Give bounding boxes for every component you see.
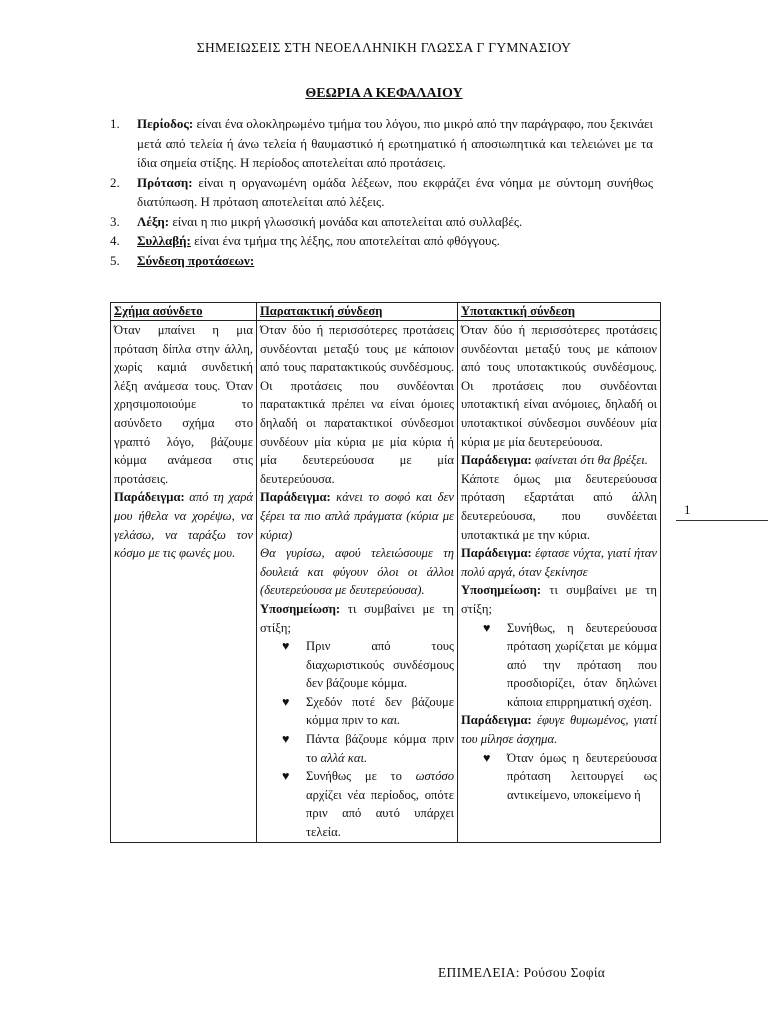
definition-text: είναι ένα τμήμα της λέξης, που αποτελείται από φθόγγους. [190, 233, 500, 248]
coordination-example-2: Θα γυρίσω, αφού τελειώσουμε τη δουλειά και φύγουν όλοι οι άλλοι (δευτερεύουσα με δευτερεύουσα). [260, 546, 454, 598]
example-text: έφυγε θυμωμένος, γιατί του μίλησε άσχημα. [461, 713, 657, 747]
bullet-text: Συνήθως, η δευτερεύουσα πρόταση χωρίζεται με κόμμα από την πρόταση που προσδιορίζει, όταν δηλώνει κάποια επιρρηματική σχέση. [507, 620, 657, 709]
subordination-example-2 [461, 544, 657, 581]
definition-text: είναι ένα ολοκληρωμένο τμήμα του λόγου, πιο μικρό από την παράγραφο, που ξεκινάει μετά από τελεία ή άνω τελεία ή θαυμαστικό ή ερωτηματικό ή αποσιωπητικά και τελειώνει με τα ίδια σημεία στίξης. Η περίοδος αποτελείται από προτάσεις. [137, 116, 653, 170]
column-header-subordination: Υποτακτική σύνδεση [458, 303, 661, 321]
bullet-emphasis: και. [381, 713, 401, 728]
example-label: Παράδειγμα: [461, 713, 532, 728]
bullet-text: Όταν όμως η δευτερεύουσα πρόταση λειτουργεί ως αντικείμενο, υποκείμενο ή [507, 750, 657, 802]
definition-term: Περίοδος: [137, 116, 194, 131]
list-item [461, 619, 657, 712]
heart-bullet-icon: ♥ [282, 769, 290, 784]
coordination-cell [257, 321, 458, 843]
example-label: Παράδειγμα: [461, 546, 532, 561]
heart-bullet-icon: ♥ [483, 750, 491, 765]
example-text: κάνει το σοφό και δεν ξέρει τα πιο απλά πράγματα (κύρια με κύρια) [260, 490, 454, 542]
asyndeton-description: Όταν μπαίνει η μια πρόταση δίπλα στην άλλη, χωρίς καμιά συνδετική λέξη ανάμεσα τους. Όταν χρησιμοποιούμε το ασύνδετο σχήμα στο γραπτό λόγο, βάζουμε κόμμα ανάμεσα στις προτάσεις. [114, 323, 253, 486]
heart-bullet-icon: ♥ [282, 732, 290, 747]
example-text: από τη χαρά μου ήθελα να χορέψω, να γελάσω, να ταράξω τον κόσμο με τις φωνές μου. [114, 490, 253, 561]
definition-item [110, 231, 653, 251]
subordination-bullet-list-2 [461, 749, 657, 805]
sentence-connection-table [110, 302, 661, 843]
bullet-text-tail: αρχίζει νέα περίοδος, οπότε πριν από αυτό υπάρχει τελεία. [306, 787, 454, 840]
example-label: Παράδειγμα: [114, 490, 185, 505]
column-header-coordination: Παρατακτική σύνδεση [257, 303, 458, 321]
subordination-example-3 [461, 711, 657, 748]
list-item [260, 730, 454, 767]
definitions-list [110, 114, 653, 270]
heart-bullet-icon: ♥ [282, 694, 290, 709]
bullet-emphasis: αλλά και. [320, 750, 368, 765]
subordination-explanation: Κάποτε όμως μια δευτερεύουσα πρόταση εξαρτάται από άλλη δευτερεύουσα, που συνδέεται υποτακτικά με την κύρια. [461, 471, 657, 542]
page-number-rule [676, 520, 768, 521]
page-footer: ΕΠΙΜΕΛΕΙΑ: Ρούσου Σοφία [438, 965, 606, 980]
definition-term: Σύνδεση προτάσεων: [137, 252, 255, 268]
example-text: φαίνεται ότι θα βρέξει. [531, 453, 648, 468]
note-text: τι συμβαίνει με τη στίξη; [461, 583, 657, 616]
coordination-description: Όταν δύο ή περισσότερες προτάσεις συνδέονται μεταξύ τους με κάποιον από τους παρατακτικούς συνδέσμους. Οι προτάσεις που συνδέονται παρατακτικά πρέπει να είναι όμοιες δηλαδή οι παρατακτικοί σύνδεσμοι συνδέουν μία κύρια με μία κύρια ή μία δευτερεύουσα με μία δευτερεύουσα. [260, 323, 454, 486]
note-text: τι συμβαίνει με τη στίξη; [260, 601, 454, 635]
definition-text: είναι η πιο μικρή γλωσσική μονάδα και αποτελείται από συλλαβές. [169, 213, 523, 229]
list-item [260, 637, 454, 693]
definition-item [110, 251, 653, 271]
definition-item [110, 114, 653, 173]
subordination-cell [458, 321, 661, 843]
list-item [461, 749, 657, 805]
example-text: έφτασε νύχτα, γιατί ήταν πολύ αργά, όταν ξεκίνησε [461, 546, 657, 579]
example-label: Παράδειγμα: [461, 453, 532, 468]
bullet-emphasis: ωστόσο [415, 769, 454, 784]
item-number: 2. [110, 174, 120, 190]
definition-term: Λέξη: [137, 213, 170, 229]
example-label: Παράδειγμα: [260, 490, 331, 505]
bullet-text: Σχεδόν ποτέ δεν βάζουμε κόμμα πριν το [306, 694, 454, 728]
asyndeton-example [114, 488, 253, 562]
bullet-text: Συνήθως με το [306, 769, 416, 784]
subordination-description: Όταν δύο ή περισσότερες προτάσεις συνδέονται μεταξύ τους με κάποιον από τους υποτακτικούς συνδέσμους. Οι προτάσεις που συνδέονται υποτακτική είναι ανόμοιες, δηλαδή οι υποτακτικοί σύνδεσμοι συνδέουν μία κύρια με μία δευτερεύουσα. [461, 323, 657, 449]
item-number: 1. [110, 116, 120, 131]
definition-item [110, 173, 653, 212]
column-header-asyndeton: Σχήμα ασύνδετο [111, 303, 257, 321]
coordination-bullet-list [260, 637, 454, 842]
bullet-text: Πάντα βάζουμε κόμμα πριν το [306, 732, 454, 765]
heart-bullet-icon: ♥ [282, 639, 290, 654]
item-number: 5. [110, 252, 120, 268]
subordination-note [461, 581, 657, 618]
definition-item [110, 212, 653, 232]
item-number: 4. [110, 233, 120, 248]
definition-term: Συλλαβή: [137, 233, 191, 248]
item-number: 3. [110, 213, 120, 229]
page-title: ΘΕΩΡΙΑ Α ΚΕΦΑΛΑΙΟΥ [305, 86, 463, 101]
list-item [260, 767, 454, 841]
heart-bullet-icon: ♥ [483, 620, 491, 635]
page-number: 1 [684, 502, 691, 517]
definition-text: είναι η οργανωμένη ομάδα λέξεων, που εκφράζει ένα νόημα με σύντομη συνήθως διατύπωση. Η πρόταση αποτελείται από λέξεις. [137, 174, 653, 209]
asyndeton-cell [111, 321, 257, 843]
subordination-bullet-list [461, 619, 657, 712]
bullet-text: Πριν από τους διαχωριστικούς συνδέσμους δεν βάζουμε κόμμα. [306, 639, 454, 691]
note-label: Υποσημείωση: [461, 583, 542, 598]
subordination-example [461, 451, 657, 470]
page-header: ΣΗΜΕΙΩΣΕΙΣ ΣΤΗ ΝΕΟΕΛΛΗΝΙΚΗ ΓΛΩΣΣΑ Γ ΓΥΜΝΑΣΙΟΥ [196, 40, 572, 55]
definition-term: Πρόταση: [137, 174, 193, 190]
coordination-example [260, 488, 454, 544]
note-label: Υποσημείωση: [260, 601, 341, 616]
coordination-note [260, 600, 454, 637]
list-item [260, 693, 454, 730]
